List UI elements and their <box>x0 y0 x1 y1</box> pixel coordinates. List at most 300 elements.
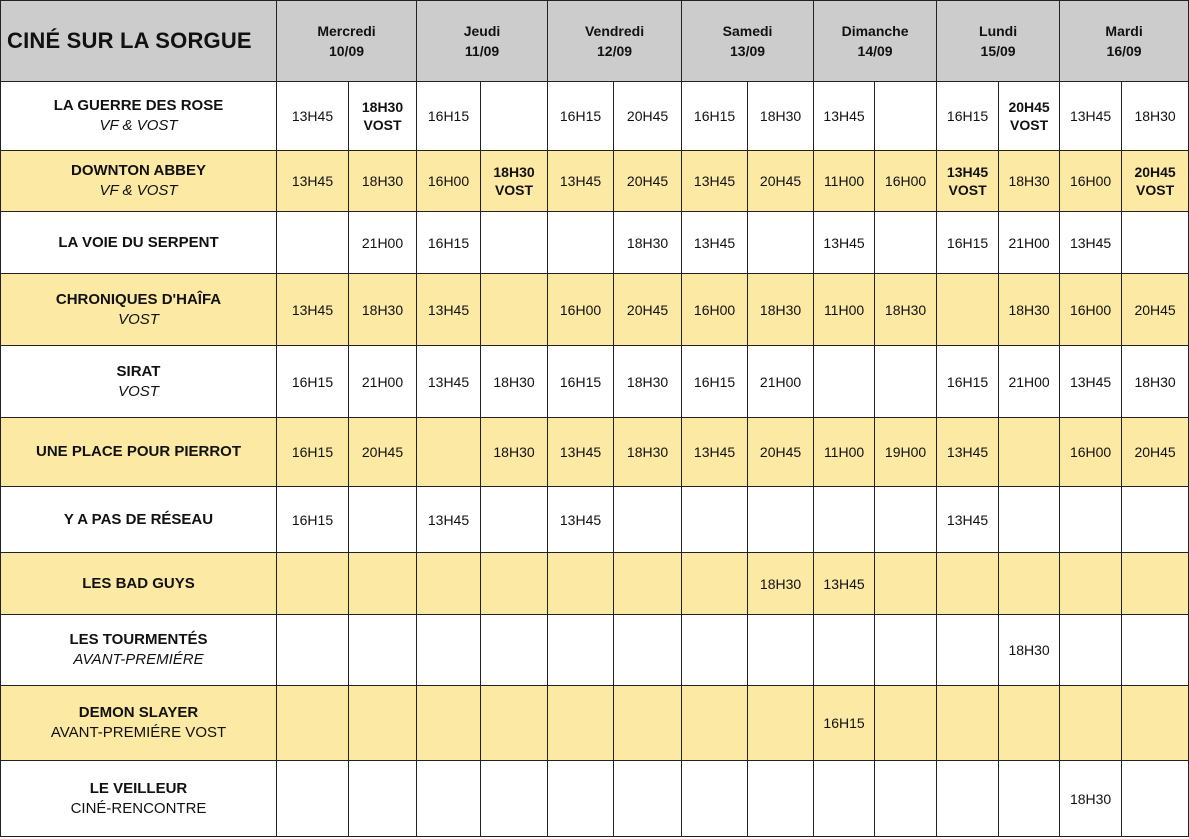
showtime-cell <box>1122 418 1189 487</box>
showtime-cell <box>548 151 614 212</box>
showtime-cell <box>614 686 682 761</box>
showtime-cell <box>682 212 748 274</box>
showtime-cell <box>548 82 614 151</box>
showtime-version: VOST <box>1136 182 1175 198</box>
showtime-cell <box>1122 553 1189 615</box>
showtime-cell <box>349 151 417 212</box>
showtime-cell <box>548 274 614 346</box>
showtime-cell <box>481 151 548 212</box>
showtime-cell <box>548 686 614 761</box>
showtime: 16H15 <box>693 108 736 124</box>
showtime-cell <box>481 212 548 274</box>
day-date: 10/09 <box>328 43 365 59</box>
showtime: 18H30 <box>759 301 802 318</box>
showtime-cell <box>548 346 614 418</box>
showtime: 20H45 <box>361 444 404 460</box>
film-row <box>1 274 1189 346</box>
day-date: 15/09 <box>980 43 1016 59</box>
showtime-cell <box>481 553 548 615</box>
showtime-cell <box>937 346 999 418</box>
showtime-cell <box>875 553 937 615</box>
film-row <box>1 212 1189 274</box>
showtime-cell <box>748 151 814 212</box>
showtime-cell <box>417 151 481 212</box>
header-row <box>1 1 1189 82</box>
film-title: Y A PAS DE RÉSEAU <box>63 510 214 528</box>
showtime-cell <box>814 615 875 686</box>
showtime-version: VOST <box>363 117 402 133</box>
showtime-cell <box>277 346 349 418</box>
showtime: 16H15 <box>427 234 470 251</box>
showtime: 13H45 <box>693 173 736 189</box>
showtime-cell <box>1122 212 1189 274</box>
showtime-cell <box>481 487 548 553</box>
showtime: 16H15 <box>559 108 602 124</box>
showtime-cell <box>682 346 748 418</box>
day-header <box>548 1 682 82</box>
showtime: 16H00 <box>1069 444 1112 460</box>
showtime-cell <box>614 761 682 837</box>
film-subtitle: AVANT-PREMIÉRE VOST <box>50 724 227 741</box>
showtime-cell <box>875 346 937 418</box>
showtime: 21H00 <box>1008 234 1050 251</box>
day-header <box>277 1 417 82</box>
showtime-cell <box>937 553 999 615</box>
showtime: 16H15 <box>823 715 865 731</box>
showtime-cell <box>937 686 999 761</box>
showtime-cell <box>1060 686 1122 761</box>
showtime: 18H30 <box>493 444 535 460</box>
film-row <box>1 487 1189 553</box>
showtime-cell <box>349 487 417 553</box>
showtime-cell <box>814 487 875 553</box>
showtime: 13H45 <box>693 234 736 251</box>
showtime-cell <box>417 615 481 686</box>
showtime-cell <box>999 418 1060 487</box>
showtime-cell <box>814 686 875 761</box>
showtime-cell <box>1122 686 1189 761</box>
showtime-cell <box>277 151 349 212</box>
showtime-cell <box>548 418 614 487</box>
showtime: 18H30 <box>759 108 802 124</box>
film-cell <box>1 615 277 686</box>
film-row <box>1 686 1189 761</box>
showtime: 13H45 <box>559 444 602 460</box>
showtime-cell <box>481 761 548 837</box>
film-title: LA VOIE DU SERPENT <box>58 233 219 251</box>
showtime-cell <box>999 212 1060 274</box>
film-title: LES TOURMENTÉS <box>69 631 208 648</box>
showtime-cell <box>875 615 937 686</box>
film-cell <box>1 151 277 212</box>
showtime-cell <box>875 151 937 212</box>
film-subtitle: VF & VOST <box>99 117 178 134</box>
showtime-cell <box>814 418 875 487</box>
day-name: Lundi <box>979 23 1018 39</box>
showtime: 16H15 <box>291 511 334 528</box>
showtime: 16H15 <box>291 444 334 460</box>
showtime-cell <box>481 418 548 487</box>
showtime-cell <box>999 82 1060 151</box>
showtime-cell <box>1122 346 1189 418</box>
showtime-cell <box>937 615 999 686</box>
showtime-cell <box>682 82 748 151</box>
showtime: 20H45 <box>759 173 802 189</box>
film-row <box>1 418 1189 487</box>
showtime: 19H00 <box>884 444 927 460</box>
day-name: Jeudi <box>463 23 501 39</box>
showtime-cell <box>349 761 417 837</box>
showtime: 16H00 <box>1069 301 1112 318</box>
showtime-cell <box>1060 82 1122 151</box>
showtime: 18H30 <box>361 301 404 318</box>
showtime: 20H45 <box>1134 444 1176 460</box>
showtime-cell <box>614 418 682 487</box>
showtime-cell <box>349 82 417 151</box>
showtime-cell <box>875 761 937 837</box>
showtime-cell <box>481 615 548 686</box>
showtime: 11H00 <box>823 173 865 189</box>
showtime-cell <box>349 274 417 346</box>
showtime-cell <box>937 82 999 151</box>
showtime-cell <box>417 686 481 761</box>
showtime-cell <box>875 274 937 346</box>
showtime: 21H00 <box>759 373 802 390</box>
showtime: 18H30 <box>626 373 669 390</box>
showtime-cell <box>937 274 999 346</box>
day-header <box>814 1 937 82</box>
showtime: 13H45 <box>946 164 989 180</box>
film-row <box>1 82 1189 151</box>
showtime-cell <box>682 553 748 615</box>
showtime-cell <box>937 418 999 487</box>
showtime-cell <box>614 151 682 212</box>
showtime-cell <box>1122 274 1189 346</box>
showtime-cell <box>1060 487 1122 553</box>
showtime-cell <box>875 212 937 274</box>
showtime-cell <box>548 553 614 615</box>
showtime-cell <box>1122 82 1189 151</box>
showtime-version: VOST <box>948 182 987 198</box>
day-name: Mardi <box>1105 23 1143 39</box>
showtime-cell <box>748 615 814 686</box>
showtime-cell <box>417 274 481 346</box>
showtime-cell <box>1060 418 1122 487</box>
showtime: 20H45 <box>626 301 669 318</box>
showtime-cell <box>875 686 937 761</box>
showtime-cell <box>277 274 349 346</box>
day-date: 14/09 <box>857 43 893 59</box>
showtime-cell <box>814 212 875 274</box>
showtime-cell <box>875 418 937 487</box>
showtime: 18H30 <box>361 99 404 115</box>
showtime: 18H30 <box>759 575 802 592</box>
showtime-cell <box>614 346 682 418</box>
showtime-cell <box>417 487 481 553</box>
showtime: 16H00 <box>559 301 602 318</box>
film-subtitle: AVANT-PREMIÉRE <box>73 651 204 668</box>
showtime-cell <box>349 615 417 686</box>
showtime-cell <box>349 686 417 761</box>
showtime: 13H45 <box>823 108 865 124</box>
showtime: 11H00 <box>823 444 865 460</box>
showtime-cell <box>682 418 748 487</box>
showtime-cell <box>349 346 417 418</box>
film-cell <box>1 82 277 151</box>
showtime-cell <box>349 212 417 274</box>
showtime-cell <box>481 686 548 761</box>
showtime-cell <box>999 615 1060 686</box>
showtime-cell <box>748 553 814 615</box>
showtime: 20H45 <box>626 173 669 189</box>
showtime-cell <box>277 212 349 274</box>
showtime-cell <box>614 487 682 553</box>
showtime: 16H15 <box>946 373 989 390</box>
showtime: 21H00 <box>361 373 404 390</box>
showtime-cell <box>548 487 614 553</box>
showtime-version: VOST <box>494 182 534 198</box>
showtime-cell <box>548 212 614 274</box>
showtime-cell <box>417 212 481 274</box>
film-row <box>1 346 1189 418</box>
film-row <box>1 615 1189 686</box>
showtime-cell <box>1060 553 1122 615</box>
showtime-cell <box>1122 761 1189 837</box>
showtime-cell <box>277 553 349 615</box>
showtime-cell <box>417 418 481 487</box>
showtime-cell <box>277 418 349 487</box>
showtime: 13H45 <box>291 301 334 318</box>
film-subtitle: VOST <box>118 310 159 328</box>
film-subtitle: VOST <box>118 382 159 400</box>
showtime: 13H45 <box>1069 234 1112 251</box>
showtime: 13H45 <box>693 444 736 460</box>
showtime-cell <box>481 274 548 346</box>
showtime-cell <box>417 82 481 151</box>
film-subtitle: VF & VOST <box>99 182 178 199</box>
day-header <box>417 1 548 82</box>
showtime: 16H15 <box>693 373 736 390</box>
showtime-cell <box>1060 346 1122 418</box>
showtime: 18H30 <box>884 301 927 318</box>
showtime-cell <box>1060 761 1122 837</box>
showtime: 13H45 <box>1069 373 1112 390</box>
showtime: 16H15 <box>946 234 989 251</box>
day-name: Mercredi <box>317 23 376 39</box>
showtime: 18H30 <box>1008 642 1050 658</box>
showtime: 16H00 <box>1069 173 1112 189</box>
film-cell <box>1 418 277 487</box>
showtime-cell <box>614 274 682 346</box>
showtime-cell <box>548 615 614 686</box>
showtime-cell <box>614 212 682 274</box>
showtime-cell <box>481 346 548 418</box>
showtime-cell <box>417 346 481 418</box>
showtime-cell <box>814 553 875 615</box>
day-header <box>682 1 814 82</box>
showtime-cell <box>1060 212 1122 274</box>
showtime-cell <box>417 553 481 615</box>
film-title: LA GUERRE DES ROSE <box>53 97 224 114</box>
showtime-cell <box>1122 151 1189 212</box>
showtime: 13H45 <box>823 575 865 592</box>
showtime-cell <box>748 686 814 761</box>
day-date: 13/09 <box>730 43 766 59</box>
showtime: 20H45 <box>1134 301 1176 318</box>
film-cell <box>1 686 277 761</box>
showtime: 18H30 <box>626 234 669 251</box>
showtime-cell <box>682 686 748 761</box>
showtime-cell <box>277 615 349 686</box>
film-cell <box>1 274 277 346</box>
showtime-cell <box>682 761 748 837</box>
showtime: 18H30 <box>361 173 404 189</box>
showtime: 13H45 <box>823 234 865 251</box>
showtime-cell <box>481 82 548 151</box>
showtime-cell <box>937 761 999 837</box>
showtime: 21H00 <box>361 234 404 251</box>
showtime-cell <box>814 346 875 418</box>
film-cell <box>1 761 277 837</box>
showtime: 16H15 <box>559 373 602 390</box>
showtime: 18H30 <box>1134 108 1176 124</box>
showtime: 20H45 <box>759 444 802 460</box>
showtime: 18H30 <box>1069 790 1112 807</box>
showtime-cell <box>999 274 1060 346</box>
showtime-cell <box>999 553 1060 615</box>
showtime: 18H30 <box>1008 301 1050 318</box>
film-cell <box>1 487 277 553</box>
film-title: UNE PLACE POUR PIERROT <box>35 443 242 460</box>
showtime-cell <box>748 346 814 418</box>
showtime-cell <box>814 82 875 151</box>
showtime: 20H45 <box>1008 99 1050 115</box>
film-cell <box>1 553 277 615</box>
showtime-cell <box>1060 151 1122 212</box>
day-header <box>1060 1 1189 82</box>
showtime-cell <box>277 487 349 553</box>
showtime: 18H30 <box>626 444 669 460</box>
day-date: 12/09 <box>597 43 633 59</box>
showtime: 16H15 <box>946 108 989 124</box>
showtime-cell <box>814 761 875 837</box>
showtime-cell <box>682 487 748 553</box>
showtime-cell <box>814 274 875 346</box>
showtime-cell <box>875 487 937 553</box>
showtime-cell <box>999 346 1060 418</box>
showtime-cell <box>614 82 682 151</box>
film-title: DEMON SLAYER <box>78 704 199 721</box>
showtime-cell <box>682 151 748 212</box>
showtime-cell <box>748 82 814 151</box>
film-cell <box>1 212 277 274</box>
showtime: 13H45 <box>291 108 334 124</box>
showtime: 16H15 <box>291 373 334 390</box>
day-date: 11/09 <box>464 43 500 59</box>
showtime-version: VOST <box>1010 117 1049 133</box>
showtime: 13H45 <box>1069 108 1112 124</box>
day-name: Dimanche <box>841 23 909 39</box>
showtime: 13H45 <box>946 444 989 460</box>
showtime-cell <box>614 615 682 686</box>
schedule-body <box>1 82 1189 837</box>
showtime-cell <box>999 151 1060 212</box>
showtime-cell <box>748 274 814 346</box>
film-title: LE VEILLEUR <box>89 779 188 797</box>
showtime-cell <box>548 761 614 837</box>
showtime: 13H45 <box>427 511 470 528</box>
showtime: 13H45 <box>427 301 470 318</box>
film-title: DOWNTON ABBEY <box>71 162 206 179</box>
showtime-cell <box>1060 274 1122 346</box>
day-header <box>937 1 1060 82</box>
day-name: Vendredi <box>584 23 645 39</box>
showtime-cell <box>999 686 1060 761</box>
film-row <box>1 151 1189 212</box>
showtime-cell <box>277 82 349 151</box>
showtime-cell <box>748 761 814 837</box>
showtime-cell <box>277 686 349 761</box>
showtime-cell <box>937 212 999 274</box>
showtime-cell <box>417 761 481 837</box>
showtime: 16H00 <box>427 173 470 189</box>
showtime: 11H00 <box>823 301 865 318</box>
showtime: 13H45 <box>559 173 602 189</box>
showtime-cell <box>1122 615 1189 686</box>
showtime: 18H30 <box>1134 373 1176 390</box>
showtime: 18H30 <box>493 373 535 390</box>
showtime-cell <box>682 615 748 686</box>
film-title: LES BAD GUYS <box>82 574 195 592</box>
showtime: 13H45 <box>291 173 334 189</box>
showtime: 13H45 <box>427 373 470 390</box>
cinema-title: CINÉ SUR LA SORGUE <box>1 1 277 82</box>
film-row <box>1 553 1189 615</box>
showtime-cell <box>748 487 814 553</box>
showtime: 18H30 <box>493 164 535 180</box>
showtime: 16H00 <box>693 301 736 318</box>
showtime-cell <box>614 553 682 615</box>
showtime-cell <box>277 761 349 837</box>
showtime-cell <box>1122 487 1189 553</box>
showtime-cell <box>748 418 814 487</box>
showtime-cell <box>814 151 875 212</box>
showtime: 21H00 <box>1008 373 1050 390</box>
film-title: CHRONIQUES D'HAÎFA <box>55 290 222 308</box>
showtime-cell <box>999 761 1060 837</box>
showtime-cell <box>748 212 814 274</box>
showtime: 20H45 <box>1134 164 1176 180</box>
showtime-cell <box>349 553 417 615</box>
showtime-cell <box>1060 615 1122 686</box>
showtime: 13H45 <box>946 511 989 528</box>
film-title: SIRAT <box>116 362 161 380</box>
film-row <box>1 761 1189 837</box>
showtime: 13H45 <box>559 511 602 528</box>
showtime-cell <box>875 82 937 151</box>
showtime: 18H30 <box>1008 173 1050 189</box>
showtime-cell <box>682 274 748 346</box>
showtime: 20H45 <box>626 108 669 124</box>
showtime-cell <box>349 418 417 487</box>
day-name: Samedi <box>722 23 773 39</box>
showtime: 16H15 <box>427 108 470 124</box>
day-date: 16/09 <box>1106 43 1142 59</box>
showtime-cell <box>937 151 999 212</box>
showtime-cell <box>937 487 999 553</box>
film-subtitle: CINÉ-RENCONTRE <box>70 799 207 817</box>
showtime-cell <box>999 487 1060 553</box>
